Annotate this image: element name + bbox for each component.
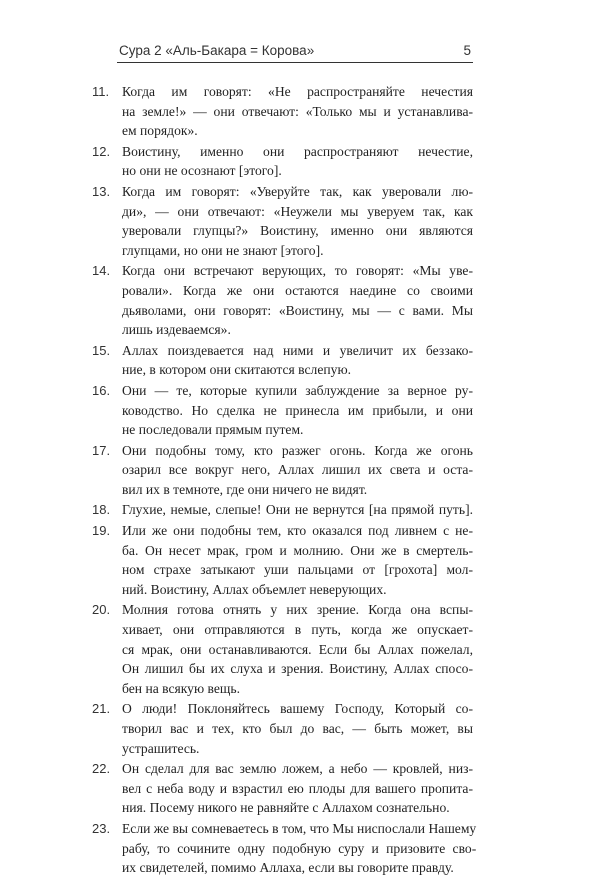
- verse-line: ба. Он несет мрак, гром и молнию. Они же в смертель-: [122, 542, 473, 558]
- verse-text: [122, 500, 473, 520]
- verse-line: ководство. Но сделка не принесла им прибыли, и они: [122, 402, 473, 418]
- verse-21: [92, 699, 473, 758]
- verse-text: [122, 759, 473, 818]
- page-header: [117, 38, 473, 63]
- verse-line: Глухие, немые, слепые! Они не вернутся [на прямой путь].: [122, 502, 473, 518]
- verse-line: на земле!» — они отвечают: «Только мы и устанавлива-: [122, 103, 473, 119]
- verse-text: [122, 600, 473, 698]
- verse-text: [122, 142, 473, 181]
- verse-number: 11.: [92, 84, 110, 99]
- verse-number: 23.: [92, 820, 111, 836]
- verse-line: Молния готова отнять у них зрение. Когда она вспы-: [122, 602, 473, 618]
- verse-line: Когда им говорят: «Не распространяйте нечестия: [122, 84, 473, 99]
- verse-text: [122, 441, 473, 500]
- verse-number: 20.: [92, 602, 111, 618]
- verse-12: [92, 142, 473, 181]
- verse-text: [122, 381, 473, 440]
- verse-line: Или же они подобны тем, кто оказался под ливнем с не-: [122, 523, 473, 539]
- verse-line: но они не осознают [этого].: [122, 163, 282, 179]
- verse-line: ний. Воистину, Аллах объемлет неверующих.: [122, 581, 387, 597]
- verse-text: [122, 521, 473, 599]
- verse-16: [92, 381, 473, 440]
- running-header-title: Сура 2 «Аль-Бакара = Корова»: [119, 43, 315, 58]
- verse-line: хивает, они отправляются в путь, когда же опускает-: [122, 622, 473, 638]
- verse-number: 19.: [92, 523, 111, 539]
- verse-line: не последовали прямым путем.: [122, 422, 304, 438]
- verse-18: [92, 500, 473, 520]
- verse-line: ся мрак, они останавливаются. Если бы Аллах пожелал,: [122, 641, 473, 657]
- verse-text: [122, 819, 476, 878]
- verse-number: 14.: [92, 263, 111, 279]
- verse-line: Когда они встречают верующих, то говорят: «Мы уве-: [122, 263, 473, 279]
- verse-line: Когда им говорят: «Уверуйте так, как уверовали лю-: [122, 183, 473, 199]
- verse-line: О люди! Поклоняйтесь вашему Господу, Который со-: [122, 701, 473, 717]
- verse-23: [92, 819, 477, 878]
- verse-line: Они подобны тому, кто разжег огонь. Когда же огонь: [122, 442, 473, 458]
- verse-line: Он сделал для вас землю ложем, а небо — кровлей, низ-: [122, 761, 473, 777]
- verse-line: Аллах поиздевается над ними и увеличит их беззако-: [122, 342, 473, 358]
- verse-line: вил их в темноте, где они ничего не видят.: [122, 481, 368, 497]
- verse-line: глупцами, но они не знают [этого].: [122, 242, 324, 258]
- verse-line: устрашитесь.: [122, 740, 200, 756]
- verse-number: 17.: [92, 442, 111, 458]
- verse-number: 22.: [92, 761, 111, 777]
- verse-number: 12.: [92, 143, 111, 159]
- verse-number: 16.: [92, 382, 111, 398]
- verse-number: 21.: [92, 701, 111, 717]
- verse-line: ном страхе затыкают уши пальцами от [грохота] мол-: [122, 562, 473, 578]
- verse-list: [92, 82, 477, 879]
- verse-line: Воистину, именно они распространяют нечестие,: [122, 143, 473, 159]
- verse-line: ди», — они отвечают: «Неужели мы уверуем так, как: [122, 203, 473, 219]
- verse-20: [92, 600, 473, 698]
- verse-text: [122, 82, 473, 141]
- verse-text: [122, 341, 473, 380]
- verse-line: ния. Посему никого не равняйте с Аллахом сознательно.: [122, 800, 450, 816]
- verse-line: ровали». Когда же они остаются наедине со своими: [122, 282, 473, 298]
- verse-line: Если же вы сомневаетесь в том, что Мы ниспослали Нашему: [122, 820, 477, 836]
- verse-line: творил вас и тех, кто был до вас, — быть может, вы: [122, 721, 473, 736]
- verse-11: [92, 82, 473, 141]
- verse-22: [92, 759, 473, 818]
- verse-text: [122, 261, 473, 339]
- verse-number: 15.: [92, 342, 111, 358]
- verse-text: [122, 699, 473, 758]
- page-number: 5: [463, 43, 471, 58]
- verse-line: уверовали глупцы?» Воистину, именно они являются: [122, 223, 473, 239]
- verse-line: Он лишил бы их слуха и зрения. Воистину, Аллах спосо-: [122, 661, 473, 677]
- verse-line: озарил все вокруг него, Аллах лишил их света и оста-: [122, 462, 473, 478]
- verse-14: [92, 261, 473, 339]
- verse-line: их свидетелей, помимо Аллаха, если вы говорите правду.: [122, 860, 454, 876]
- verse-line: Они — те, которые купили заблуждение за верное ру-: [122, 382, 473, 398]
- verse-line: рабу, то сочините одну подобную суру и призовите сво-: [122, 840, 477, 856]
- verse-17: [92, 441, 473, 500]
- verse-13: [92, 182, 473, 260]
- verse-line: дьяволами, они говорят: «Воистину, мы — с вами. Мы: [122, 302, 473, 318]
- verse-line: ние, в котором они скитаются вслепую.: [122, 362, 352, 378]
- verse-15: [92, 341, 473, 380]
- verse-line: вел с неба воду и взрастил ею плоды для вашего пропита-: [122, 780, 473, 796]
- verse-line: лишь издеваемся».: [122, 322, 231, 338]
- verse-number: 18.: [92, 502, 111, 518]
- verse-line: бен на всякую вещь.: [122, 680, 240, 696]
- verse-line: ем порядок».: [122, 123, 198, 139]
- verse-19: [92, 521, 473, 599]
- verse-number: 13.: [92, 183, 111, 199]
- verse-text: [122, 182, 473, 260]
